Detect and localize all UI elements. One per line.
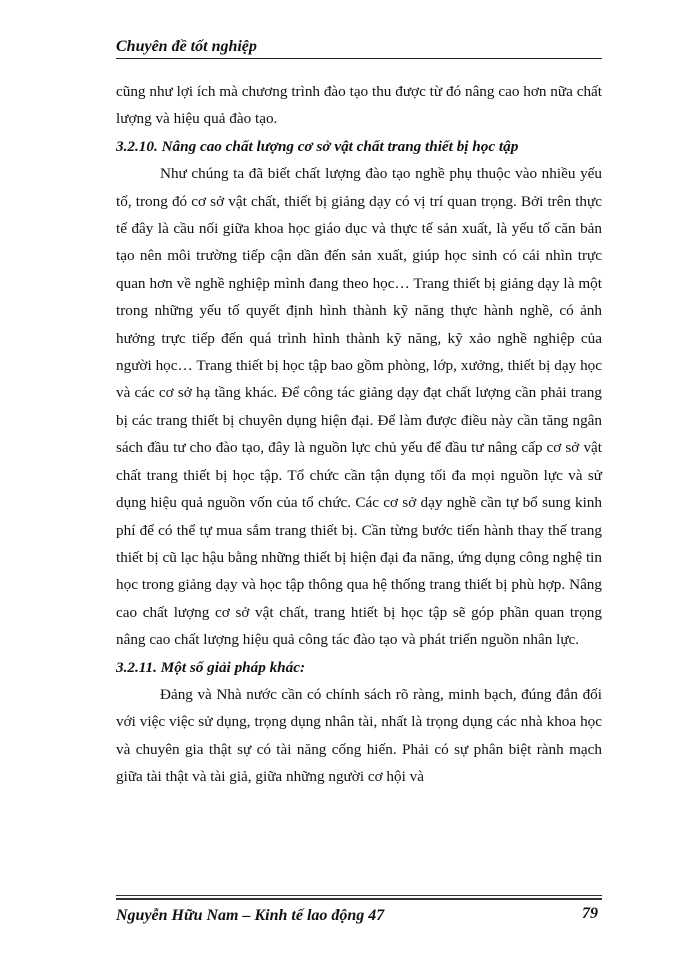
footer-author: Nguyễn Hữu Nam – Kinh tế lao động 47 <box>116 907 385 924</box>
footer-divider <box>116 895 602 896</box>
page-body <box>116 78 602 791</box>
page-header-title: Chuyên đề tốt nghiệp <box>116 38 257 55</box>
footer-divider-thick <box>116 898 602 900</box>
section-heading-3-2-11: 3.2.11. Một số giải pháp khác: <box>116 658 306 676</box>
paragraph: Đảng và Nhà nước cần có chính sách rõ ràng, minh bạch, đúng đắn đối với việc việc sử dụng, trọng dụng nhân tài, nhất là trọng dụng các nhà khoa học và chuyên gia thật sự có tài năng cống hiến. Phải có sự phân biệt rành mạch giữa tài thật và tài giả, giữa những người cơ hội và <box>116 685 602 786</box>
page-number: 79 <box>582 905 598 922</box>
paragraph: cũng như lợi ích mà chương trình đào tạo thu được từ đó nâng cao hơn nữa chất lượng và hiệu quả đào tạo. <box>116 83 602 128</box>
header-divider <box>116 58 602 59</box>
paragraph: Như chúng ta đã biết chất lượng đào tạo nghề phụ thuộc vào nhiều yếu tố, trong đó cơ sở vật chất, thiết bị giảng dạy có vị trí quan trọng. Bởi trên thực tế đây là cầu nối giữa khoa học giáo dục và thực tế sản xuất, là yếu tố căn bản tạo nên môi trường tiếp cận dần đến sản xuất, giúp học sinh có cái nhìn trực quan hơn về nghề nghiệp mình đang theo học… Trang thiết bị giảng dạy là một trong những yếu tố quyết định hình thành kỹ năng thực hành nghề, có ảnh hưởng trực tiếp đến quá trình hình thành kỹ năng, kỹ xảo nghề nghiệp của người học… Trang thiết bị học tập bao gồm phòng, lớp, xưởng, thiết bị dạy học và các cơ sở hạ tầng khác. Để công tác giảng dạy đạt chất lượng cần phải trang bị các trang thiết bị chuyên dụng hiện đại. Để làm được điều này cần tăng ngân sách đầu tư cho đào tạo, đây là nguồn lực chủ yếu để đầu tư nâng cấp cơ sở vật chất trang thiết bị học tập. Tổ chức cần tận dụng tối đa mọi nguồn lực và sử dụng hiệu quả nguồn vốn của tổ chức. Các cơ sở dạy nghề cần tự bổ sung kinh phí để có thể tự mua sắm trang thiết bị. Cần từng bước tiến hành thay thế trang thiết bị cũ lạc hậu bằng những thiết bị hiện đại đa năng, ứng dụng công nghệ tin học trong giảng dạy và học tập thông qua hệ thống trang thiết bị phù hợp. Nâng cao chất lượng cơ sở vật chất, trang htiết bị học tập sẽ góp phần quan trọng nâng cao chất lượng hiệu quả công tác đào tạo và phát triển nguồn nhân lực. <box>116 165 602 649</box>
section-heading-3-2-10: 3.2.10. Nâng cao chất lượng cơ sở vật chất trang thiết bị học tập <box>116 137 519 155</box>
